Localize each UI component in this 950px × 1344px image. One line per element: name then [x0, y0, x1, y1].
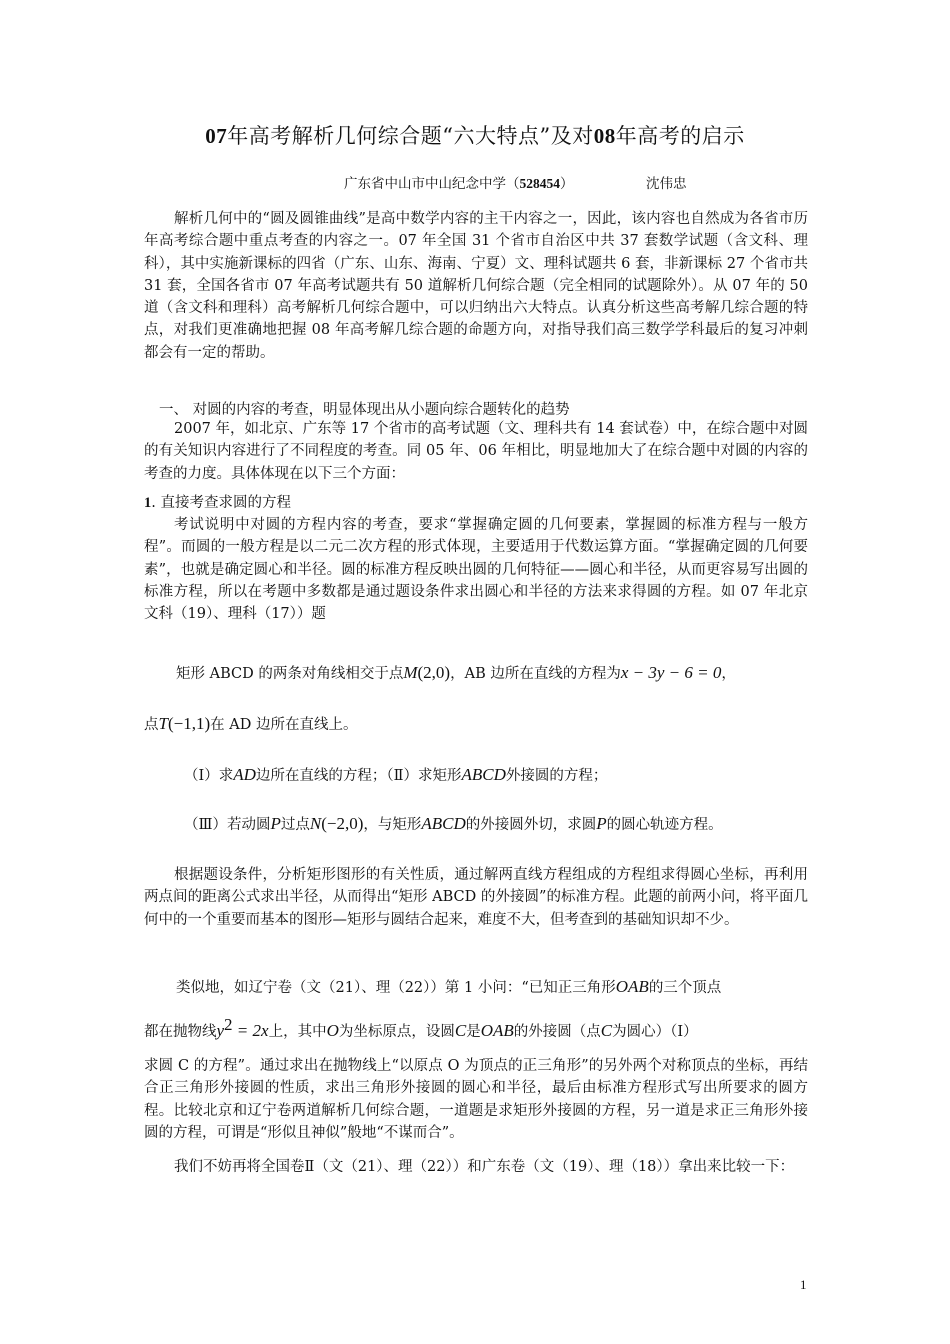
math-point-N: N: [309, 814, 322, 833]
math-AD: AD: [233, 765, 256, 784]
liaoning-2-text-b: 上，其中: [268, 1023, 327, 1040]
liaoning-2-text-f: 为圆心）（Ⅰ）: [612, 1023, 698, 1040]
subsection-1-body: 考试说明中对圆的方程内容的考查，要求“掌握确定圆的几何要素，掌握圆的标准方程与一般方程”。而圆的一般方程是以二元二次方程的形式体现，主要适用于代数运算方面。“掌握确定圆的几何要素”，也就是确定圆心和半径。圆的标准方程反映出圆的几何特征——圆心和半径，从而更容易写出圆的标准方程，所以在考题中多数都是通过题设条件求出圆心和半径的方法来求得圆的方程。如 07 年北京文科（19）、理科（17））题: [144, 517, 808, 623]
liaoning-2-text-e: 的外接圆（点: [513, 1023, 601, 1040]
byline-close: ）: [560, 176, 574, 192]
math-ABCD: ABCD: [461, 765, 506, 784]
math-P-2: P: [596, 814, 607, 833]
liaoning-line-2: [144, 1015, 698, 1041]
problem-line-2-text-a: 点: [144, 717, 159, 733]
subsection-1-title: . 直接考查求圆的方程: [151, 495, 291, 511]
math-ABCD-2: ABCD: [421, 814, 466, 833]
compare-paragraph: 我们不妨再将全国卷Ⅱ（文（21）、理（22））和广东卷（文（19）、理（18））拿出来比较一下：: [174, 1159, 795, 1175]
byline-zip: 528454: [519, 176, 560, 191]
question-3-text-d: 的外接圆外切，求圆: [465, 817, 597, 833]
question-1-2: [184, 764, 607, 785]
liaoning-2-text-a: 都在抛物线: [144, 1023, 217, 1040]
math-point-M: M: [403, 663, 418, 682]
math-O: O: [326, 1020, 339, 1040]
title-text-2: 年高考的启示: [615, 124, 745, 148]
math-line-equation: x − 3y − 6 = 0: [620, 663, 722, 682]
title-text-1: 年高考解析几何综合题“六大特点”及对: [227, 124, 594, 148]
subsection-1-number: 1: [144, 495, 152, 511]
problem-line-2-text-b: 在 AD 边所在直线上。: [210, 717, 358, 733]
question-3-text-a: （Ⅲ）若动圆: [184, 817, 271, 833]
byline: [344, 172, 687, 192]
math-OAB: OAB: [615, 977, 649, 996]
byline-author: 沈伟忠: [646, 176, 687, 192]
question-1-text-c: 外接圆的方程；: [505, 768, 608, 784]
math-P: P: [270, 814, 281, 833]
page-title: [0, 120, 950, 150]
title-year-07: 07: [205, 124, 228, 148]
section-1-body: 2007 年，如北京、广东等 17 个省市的高考试题（文、理科共有 14 套试卷）中，在综合题中对圆的有关知识内容进行了不同程度的考查。同 05 年、06 年相比，明显地加大了在综合题中对圆的内容的考查的力度。具体体现在以下三个方面：: [144, 421, 808, 482]
liaoning-2-text-d: 是: [466, 1023, 481, 1040]
intro-paragraph: 解析几何中的“圆及圆锥曲线”是高中数学内容的主干内容之一，因此，该内容也自然成为各省市历年高考综合题中重点考查的内容之一。07 年全国 31 个省市自治区中共 37 套数学试题（含文科、理科），其中实施新课标的四省（广东、山东、海南、宁夏）文、理科试题共 6 套，非新课标 27 个省市共 31 套，全国各省市 07 年高考试题共有 50 道解析几何综合题（完全相同的试题除外）。从 07 年的 50 道（含文科和理科）高考解析几何综合题中，可以归纳出六大特点。认真分析这些高考解几综合题的特点，对我们更准确地把握 08 年高考解几综合题的命题方向，对指导我们高三数学学科最后的复习冲刺都会有一定的帮助。: [144, 211, 808, 361]
question-3-text-b: 过点: [280, 817, 310, 833]
analysis-paragraph: 根据题设条件，分析矩形图形的有关性质，通过解两直线方程组成的方程组求得圆心坐标，再利用两点间的距离公式求出半径，从而得出“矩形 ABCD 的外接圆”的标准方程。此题的前两小问，将平面几何中的一个重要而基本的图形—矩形与圆结合起来，难度不大，但考查到的基础知识却不少。: [144, 867, 808, 928]
math-parabola-y: y: [216, 1020, 225, 1040]
math-parabola-exp: 2: [224, 1015, 233, 1034]
problem-line-2: [144, 713, 357, 734]
math-point-T: T: [158, 714, 168, 733]
subsection-1-heading: [144, 491, 291, 512]
math-C-2: C: [600, 1020, 613, 1040]
problem-line-1-text-b: ，AB 边所在直线的方程为: [450, 666, 621, 682]
liaoning-1-text-a: 类似地，如辽宁卷（文（21）、理（22））第 1 小问：“已知正三角形: [176, 980, 616, 996]
liaoning-2-text-c: 为坐标原点，设圆: [338, 1023, 455, 1040]
math-point-M-coords: (2,0): [417, 663, 451, 682]
page-number: 1: [800, 1277, 807, 1292]
liaoning-line-1: [176, 976, 721, 997]
question-1-text-b: 边所在直线的方程；（Ⅱ）求矩形: [255, 768, 462, 784]
byline-school: 广东省中山市中山纪念中学（: [344, 176, 520, 192]
title-year-08: 08: [593, 124, 616, 148]
math-OAB-2: OAB: [480, 1020, 514, 1040]
question-3: [184, 813, 723, 834]
liaoning-paragraph: 求圆 C 的方程”。通过求出在抛物线上“以原点 O 为顶点的正三角形”的另外两个对称顶点的坐标，再结合正三角形外接圆的性质，求出三角形外接圆的圆心和半径，最后由标准方程形式写出所要求的圆方程。比较北京和辽宁卷两道解析几何综合题，一道题是求矩形外接圆的方程，另一道是求正三角形外接圆的方程，可谓是“形似且神似”般地“不谋而合”。: [144, 1058, 808, 1141]
math-point-N-coords: (−2,0): [321, 814, 364, 833]
math-C: C: [454, 1020, 467, 1040]
question-1-text-a: （Ⅰ）求: [184, 768, 234, 784]
problem-line-1: [176, 662, 736, 683]
question-3-text-e: 的圆心轨迹方程。: [606, 817, 723, 833]
question-3-text-c: ，与矩形: [363, 817, 422, 833]
math-point-T-coords: (−1,1): [167, 714, 211, 733]
problem-line-1-text-a: 矩形 ABCD 的两条对角线相交于点: [176, 666, 404, 682]
math-parabola-rhs: = 2x: [232, 1020, 269, 1040]
section-1-heading: 一、 对圆的内容的考查，明显体现出从小题向综合题转化的趋势: [159, 402, 570, 418]
problem-line-1-text-c: ，: [721, 666, 736, 682]
liaoning-1-text-b: 的三个顶点: [648, 980, 722, 996]
